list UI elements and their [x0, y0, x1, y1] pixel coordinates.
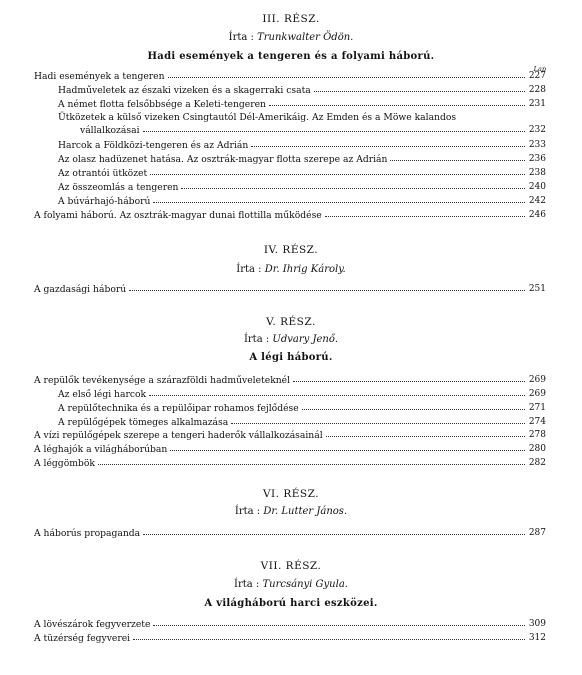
toc-entry-label: A repülőtechnika és a repülőipar rohamos fejlődése [58, 403, 299, 414]
toc-entry[interactable] [58, 401, 546, 414]
toc-entry-label: A vízi repülőgépek szerepe a tengeri haderők vállalkozásainál [34, 430, 323, 441]
toc-entry-page: 232 [528, 125, 546, 135]
toc-entry-label: A német flotta felsőbbsége a Keleti-tengeren [58, 99, 266, 110]
toc-entry[interactable] [34, 208, 546, 221]
leader-dots [149, 394, 525, 396]
toc-entry-page: 312 [528, 633, 546, 643]
toc-entry[interactable] [34, 282, 546, 295]
toc-entry-label: A gazdasági háború [34, 284, 127, 295]
author-name: Trunkwalter Ödön. [257, 32, 354, 43]
toc-entry-page: 251 [528, 284, 546, 294]
leader-dots [181, 187, 525, 189]
toc-entry[interactable] [58, 194, 546, 207]
toc-entry-label: Az összeomlás a tengeren [58, 182, 179, 193]
toc-entry-page: 271 [528, 403, 546, 413]
page-column-label: Lap [533, 65, 546, 73]
toc-entry-label: Az otrantói ütközet [58, 168, 148, 179]
leader-dots [143, 130, 525, 132]
toc-entry-label: A lövészárok fegyverzete [34, 619, 151, 630]
author-name: Dr. Lutter János. [263, 506, 348, 517]
toc-entry[interactable] [34, 456, 546, 469]
author-prefix: Írta : [234, 579, 260, 590]
part-title: III. RÉSZ. [262, 13, 320, 25]
author-name: Turcsányi Gyula. [262, 579, 348, 590]
toc-entry-label: Az olasz hadüzenet hatása. Az osztrák-magyar flotta szerepe az Adrián [58, 154, 388, 165]
toc-entry-label: Hadi események a tengeren [34, 71, 165, 82]
toc-entry-page: 269 [528, 375, 546, 385]
author-line [0, 264, 582, 275]
toc-entry[interactable] [58, 415, 546, 428]
toc-entry-page: 231 [528, 99, 546, 109]
toc-entry-page: 309 [528, 619, 546, 629]
toc-entry-page: 246 [528, 210, 546, 220]
part-title: VII. RÉSZ. [260, 560, 322, 572]
leader-dots [293, 380, 525, 382]
toc-entry-page: 228 [528, 85, 546, 95]
toc-entry[interactable] [58, 97, 546, 110]
leader-dots [314, 90, 525, 92]
leader-dots [325, 215, 525, 217]
toc-entry-page: 282 [528, 458, 546, 468]
toc-entry-page: 236 [528, 154, 546, 164]
leader-dots [150, 173, 525, 175]
leader-dots [98, 463, 525, 465]
author-line [0, 579, 582, 590]
author-line [0, 334, 582, 345]
toc-entry[interactable] [34, 69, 546, 82]
toc-entry-label: A léggömbök [34, 458, 95, 469]
author-prefix: Írta : [228, 32, 254, 43]
toc-entry-label: A háborús propaganda [34, 528, 141, 539]
part-title: V. RÉSZ. [266, 316, 316, 328]
leader-dots [129, 289, 525, 291]
section-title: A világháború harci eszközei. [204, 598, 378, 609]
toc-entry-page: 233 [528, 140, 546, 150]
toc-entry[interactable] [34, 373, 546, 386]
leader-dots [251, 145, 525, 147]
toc-entry[interactable] [34, 631, 546, 644]
author-prefix: Írta : [243, 334, 270, 345]
leader-dots [133, 638, 525, 640]
toc-entry-page: 238 [528, 168, 546, 178]
toc-entry[interactable] [58, 152, 546, 165]
toc-entry[interactable] [80, 123, 546, 136]
toc-entry-page: 227 [528, 71, 546, 81]
toc-entry-page: 274 [528, 417, 546, 427]
part-title: IV. RÉSZ. [263, 244, 319, 256]
toc-entry-label: A léghajók a világháborúban [34, 444, 168, 455]
toc-entry-label: A tüzérség fegyverei [34, 633, 131, 644]
leader-dots [390, 159, 525, 161]
leader-dots [269, 104, 525, 106]
toc-entry-label: Az első légi harcok [58, 389, 147, 400]
toc-entry-page: 280 [528, 444, 546, 454]
toc-entry-label: Harcok a Földközi-tengeren és az Adrián [58, 140, 249, 151]
author-prefix: Írta : [234, 506, 261, 517]
toc-entry-label: A folyami háború. Az osztrák-magyar dunai flottilla működése [34, 210, 322, 221]
toc-entry[interactable] [34, 428, 546, 441]
toc-entry[interactable] [58, 83, 546, 96]
toc-entry-page: 242 [528, 196, 546, 206]
toc-entry-label: Hadműveletek az északi vizeken és a skagerraki csata [58, 85, 311, 96]
toc-entry-page: 278 [528, 430, 546, 440]
author-name: Dr. Ihrig Károly. [264, 264, 346, 275]
toc-entry[interactable] [58, 387, 546, 400]
toc-entry[interactable] [34, 442, 546, 455]
toc-entry-page: 287 [528, 528, 546, 538]
leader-dots [153, 624, 525, 626]
leader-dots [153, 201, 525, 203]
toc-entry-page: 240 [528, 182, 546, 192]
leader-dots [302, 408, 525, 410]
toc-entry[interactable] [58, 138, 546, 151]
toc-entry-label: A búvárhajó-háború [58, 196, 151, 207]
toc-entry[interactable] [58, 180, 546, 193]
toc-entry[interactable] [58, 166, 546, 179]
section-title: Hadi események a tengeren és a folyami háború. [147, 51, 435, 62]
leader-dots [168, 76, 525, 78]
author-prefix: Írta : [236, 264, 262, 275]
toc-entry[interactable] [34, 526, 546, 539]
toc-entry-label: A repülők tevékenysége a szárazföldi hadműveleteknél [34, 375, 291, 386]
author-line [0, 32, 582, 43]
leader-dots [231, 422, 525, 424]
section-title: A légi háború. [249, 352, 333, 363]
author-name: Udvary Jenő. [272, 334, 339, 345]
toc-entry-page: 269 [528, 389, 546, 399]
toc-entry-label: A repülőgépek tömeges alkalmazása [58, 417, 229, 428]
leader-dots [170, 449, 525, 451]
leader-dots [143, 533, 525, 535]
toc-entry-label[interactable]: Ütközetek a külső vizeken Csingtautól Dél-Amerikáig. Az Emden és a Möwe kalandos [58, 112, 457, 123]
toc-entry-label: vállalkozásai [80, 125, 140, 136]
leader-dots [326, 435, 525, 437]
author-line [0, 506, 582, 517]
toc-entry[interactable] [34, 617, 546, 630]
part-title: VI. RÉSZ. [262, 488, 320, 500]
